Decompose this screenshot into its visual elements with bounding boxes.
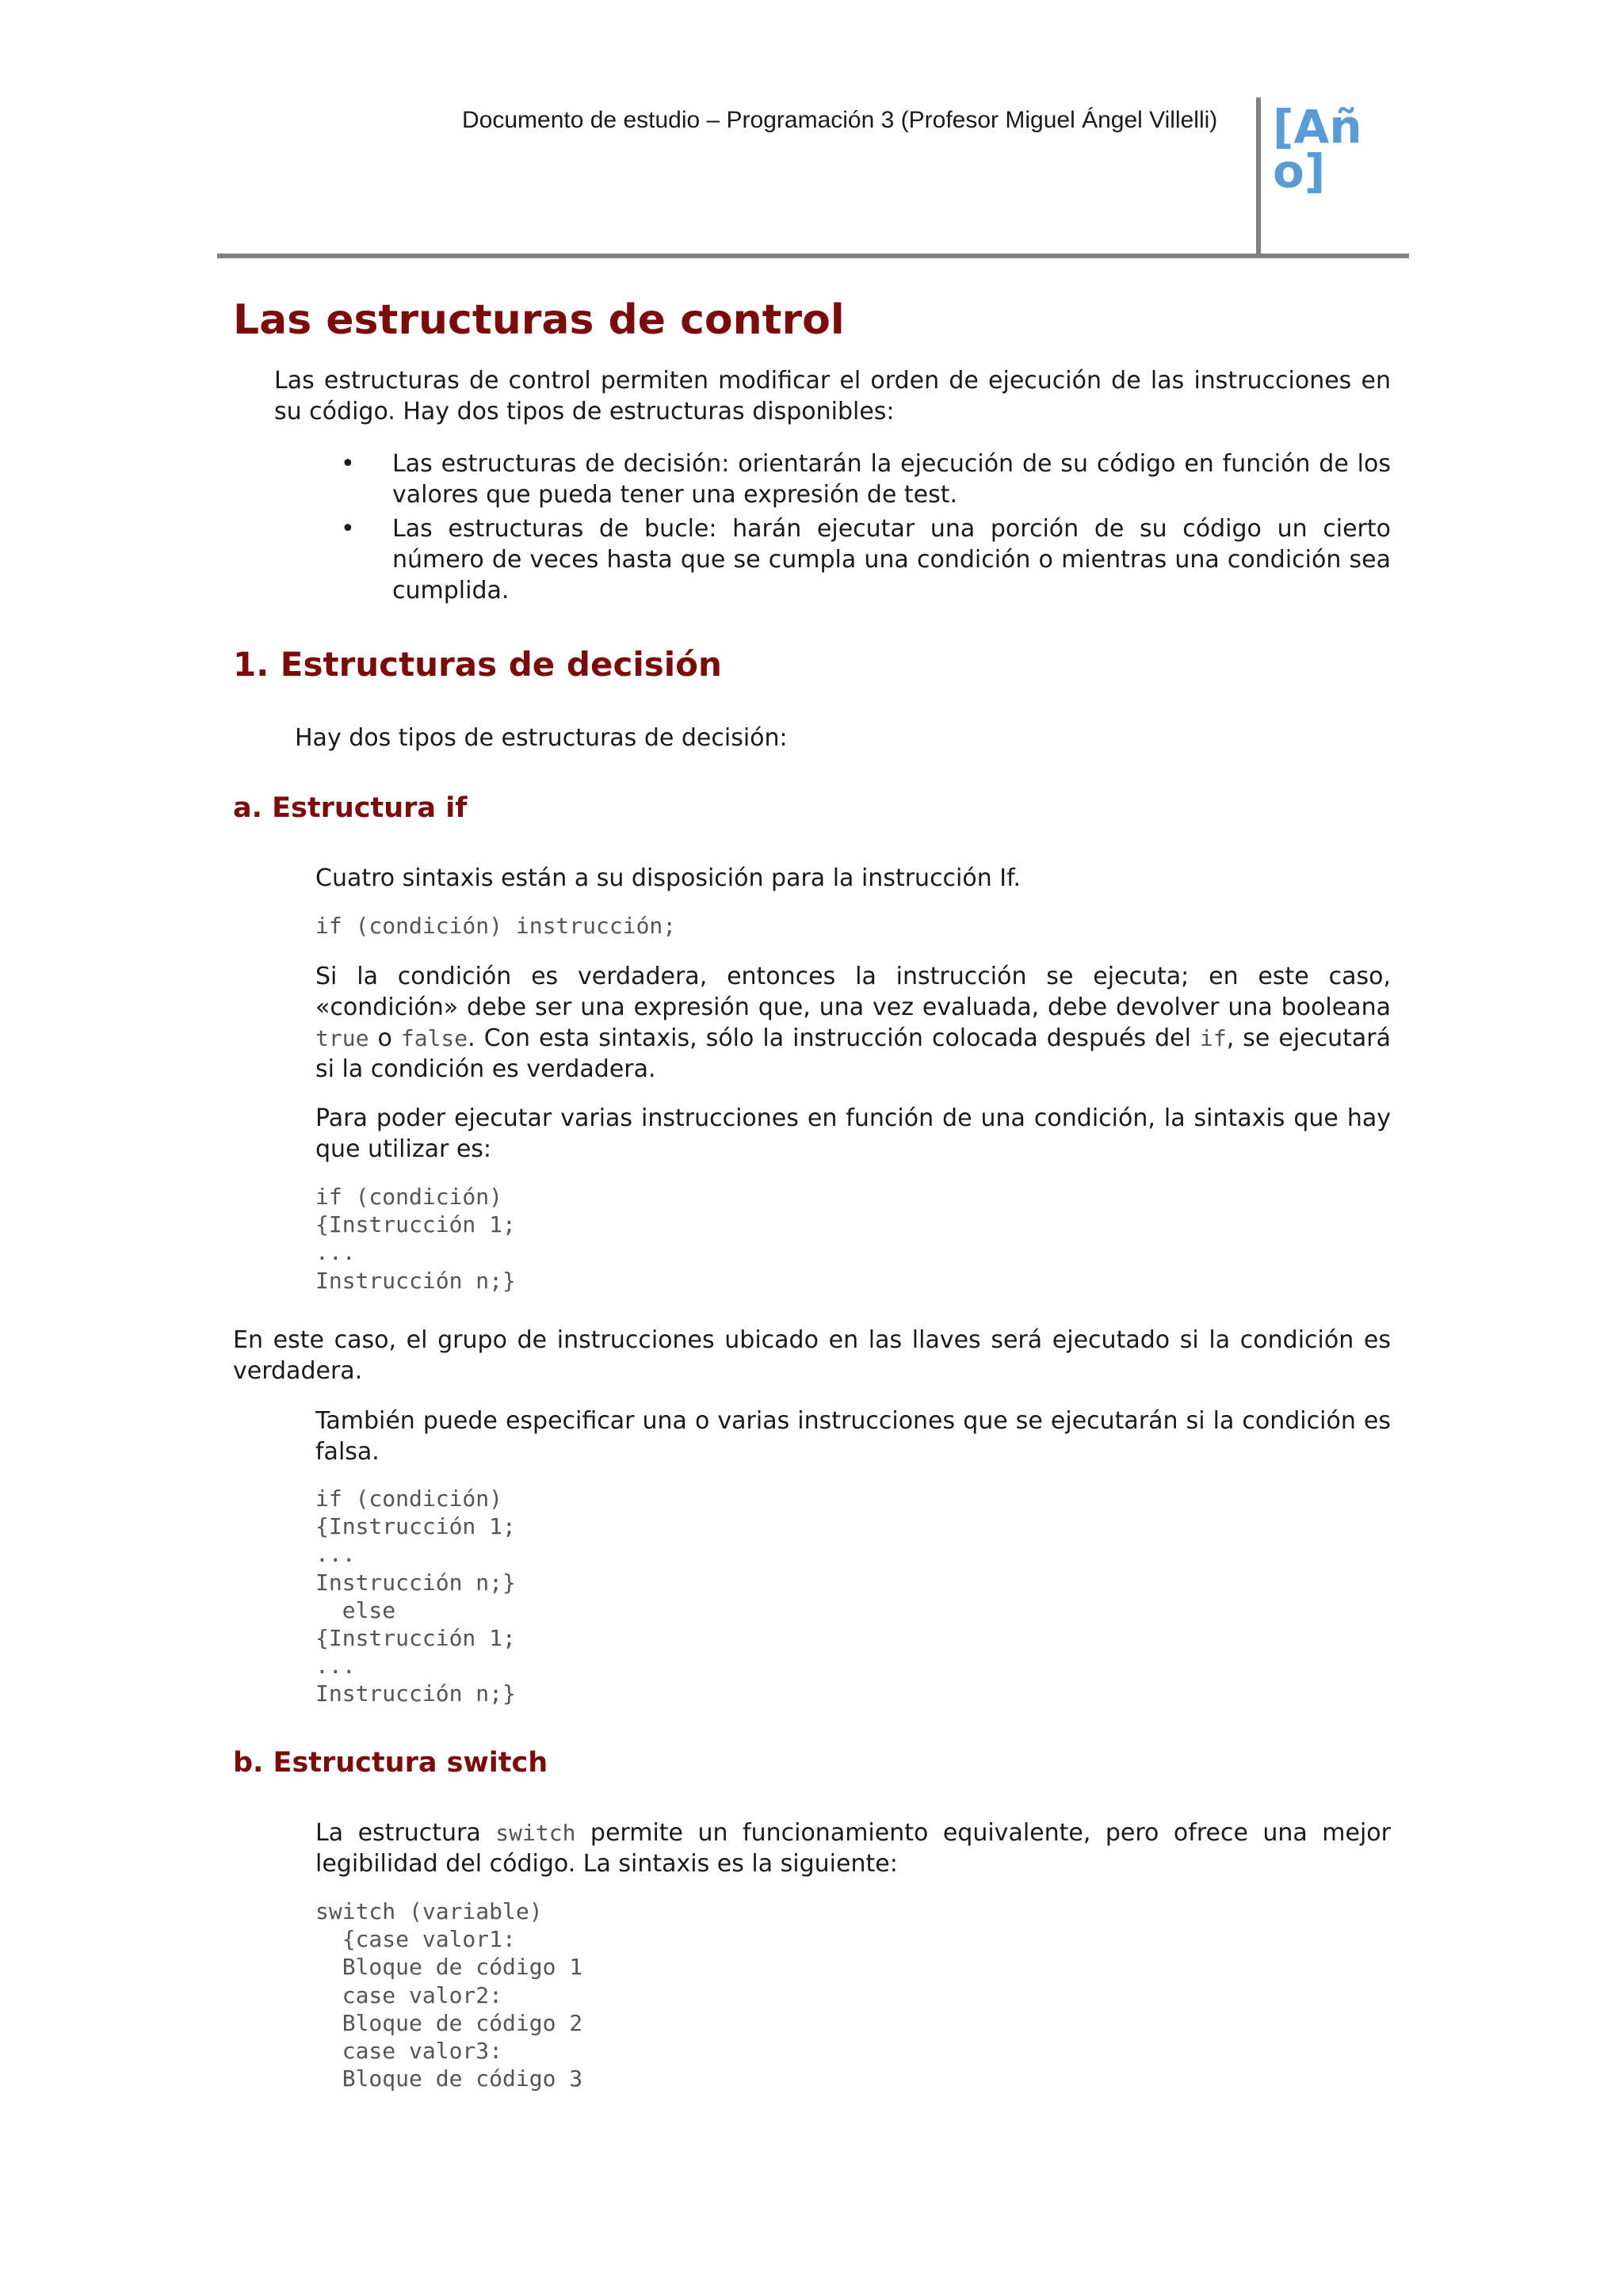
list-item-text: Las estructuras de bucle: harán ejecutar una porción de su código un cierto número de veces hasta que se cumpla una condición o mientras una condición sea cumplida.	[392, 515, 1391, 605]
braces-explanation: En este caso, el grupo de instrucciones ubicado en las llaves será ejecutado si la condición es verdadera.	[233, 1326, 1391, 1385]
section-heading-decision: 1. Estructuras de decisión	[233, 645, 722, 684]
code-block-if-else: if (condición) {Instrucción 1; ... Instrucción n;} else {Instrucción 1; ... Instrucción n;}	[315, 1486, 516, 1707]
list-item	[333, 448, 1391, 510]
inline-code-if: if	[1199, 1025, 1227, 1051]
switch-intro	[315, 1817, 1391, 1879]
list-item	[333, 513, 1391, 606]
code-block-if-braces: if (condición) {Instrucción 1; ... Instrucción n;}	[315, 1184, 516, 1294]
page-title: Las estructuras de control	[233, 296, 845, 344]
header-year-placeholder[interactable]: [Año]	[1273, 100, 1362, 198]
page-header-text: Documento de estudio – Programación 3 (Profesor Miguel Ángel Villelli)	[462, 107, 1218, 133]
text-span: permite un funcionamiento equivalente, pero ofrece una mejor legibilidad del código. La sintaxis es la siguiente:	[315, 1819, 1391, 1878]
text-span: Si la condición es verdadera, entonces la instrucción se ejecuta; en este caso, «condición» debe ser una expresión que, una vez evaluada, debe devolver una booleana	[315, 963, 1391, 1021]
inline-code-switch: switch	[495, 1820, 576, 1846]
decision-intro: Hay dos tipos de estructuras de decisión:	[295, 724, 788, 752]
inline-code-true: true	[315, 1025, 369, 1051]
subsection-heading-if: a. Estructura if	[233, 792, 468, 824]
if-block-intro: Para poder ejecutar varias instrucciones en función de una condición, la sintaxis que hay que utilizar es:	[315, 1104, 1391, 1163]
header-horizontal-rule	[217, 254, 1409, 258]
code-block-switch: switch (variable) {case valor1: Bloque de código 1 case valor2: Bloque de código 2 case valor3: Bloque de código 3	[315, 1898, 583, 2092]
code-block-if-simple: if (condición) instrucción;	[315, 913, 677, 939]
bullet-icon: •	[341, 515, 355, 543]
subsection-heading-switch: b. Estructura switch	[233, 1747, 548, 1779]
bullet-icon: •	[341, 450, 355, 478]
text-span: . Con esta sintaxis, sólo la instrucción colocada después del	[468, 1024, 1200, 1052]
text-span: o	[369, 1024, 401, 1052]
if-explanation	[315, 961, 1391, 1085]
structure-types-list	[333, 448, 1391, 609]
text-span: La estructura	[315, 1819, 496, 1847]
inline-code-false: false	[400, 1025, 468, 1051]
text-span: , se ejecutará si la condición es verdadera.	[315, 1024, 1391, 1083]
list-item-text: Las estructuras de decisión: orientarán la ejecución de su código en función de los valores que pueda tener una expresión de test.	[392, 450, 1391, 509]
else-intro: También puede especificar una o varias instrucciones que se ejecutarán si la condición es falsa.	[315, 1407, 1391, 1466]
if-intro: Cuatro sintaxis están a su disposición para la instrucción If.	[315, 864, 1022, 892]
intro-paragraph: Las estructuras de control permiten modificar el orden de ejecución de las instrucciones en su código. Hay dos tipos de estructuras disponibles:	[274, 367, 1391, 425]
header-vertical-rule	[1256, 97, 1261, 256]
